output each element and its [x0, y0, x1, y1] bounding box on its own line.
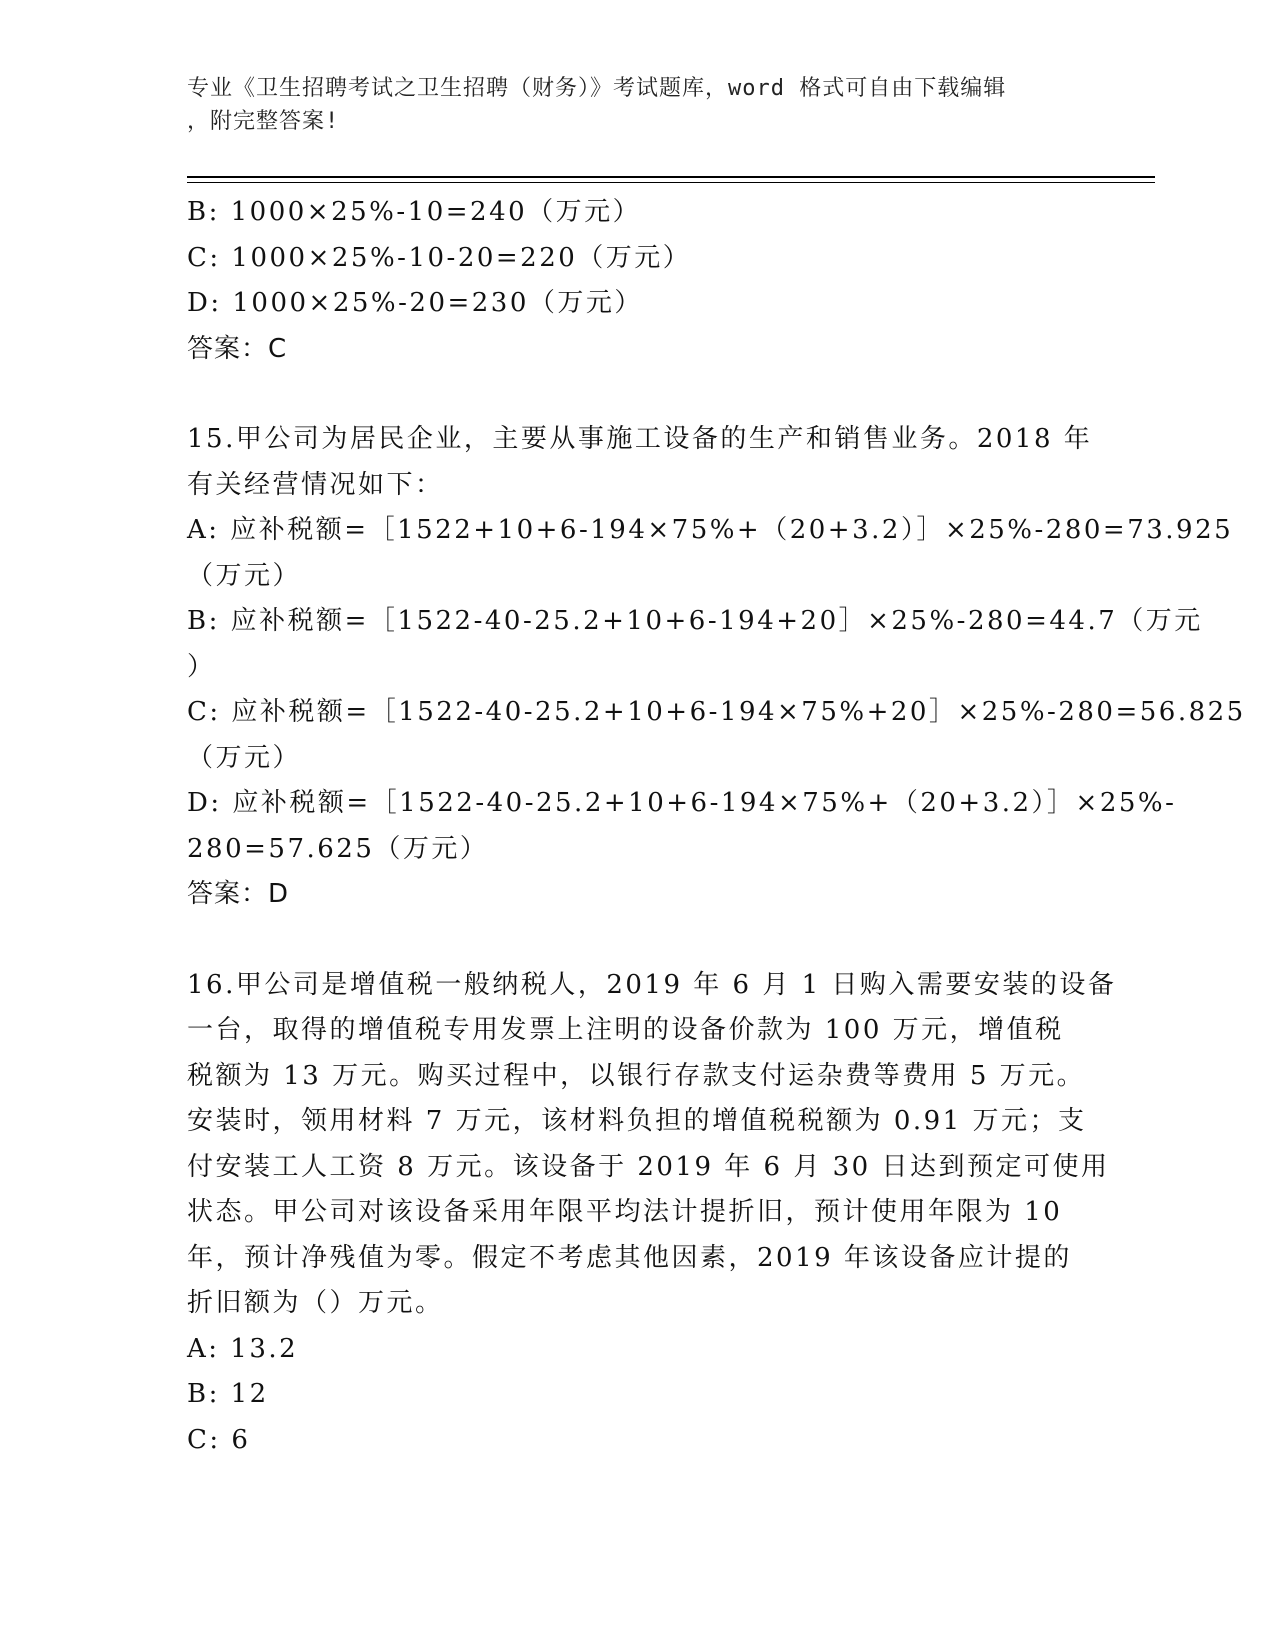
q15-stem-line-2: 有关经营情况如下：	[187, 469, 444, 500]
question-14-tail	[187, 190, 1087, 372]
q16-option-a: A: 13.2	[187, 1333, 299, 1364]
q15-option-b-line-2: ）	[187, 651, 216, 682]
q16-option-c: C: 6	[187, 1424, 251, 1455]
q16-stem-line: 税额为 13 万元。购买过程中，以银行存款支付运杂费等费用 5 万元。	[187, 1060, 1086, 1091]
q16-stem-line: 状态。甲公司对该设备采用年限平均法计提折旧，预计使用年限为 10	[187, 1197, 1063, 1227]
header-rule-thin	[187, 182, 1155, 183]
q15-option-b-line-1: B: 应补税额=［1522-40-25.2+10+6-194+20］×25%-280=44.7（万元	[187, 606, 1203, 636]
q14-answer: 答案：C	[187, 333, 288, 364]
q16-stem-line: 一台，取得的增值税专用发票上注明的设备价款为 100 万元，增值税	[187, 1015, 1064, 1045]
q14-option-b: B: 1000×25%-10=240（万元）	[187, 197, 642, 227]
spacer	[187, 918, 1087, 963]
document-body	[187, 190, 1246, 1463]
question-16	[187, 963, 1117, 1464]
q16-option-b: B: 12	[187, 1379, 269, 1409]
q15-option-c-line-1: C: 应补税额=［1522-40-25.2+10+6-194×75%+20］×25%-280=56.825	[187, 697, 1246, 727]
spacer	[187, 372, 1087, 417]
question-15	[187, 417, 1246, 918]
header-title-line-1: 专业《卫生招聘考试之卫生招聘（财务）》考试题库，word 格式可自由下载编辑	[187, 76, 1007, 101]
q16-stem-line: 付安装工人工资 8 万元。该设备于 2019 年 6 月 30 日达到预定可使用	[187, 1151, 1110, 1182]
header-title-line-2: ，附完整答案!	[187, 109, 340, 134]
q15-option-c-line-2: （万元）	[187, 742, 302, 773]
q15-option-d-line-1: D: 应补税额=［1522-40-25.2+10+6-194×75%+（20+3.2）］×25%-	[187, 788, 1177, 818]
q16-stem-line: 16.甲公司是增值税一般纳税人，2019 年 6 月 1 日购入需要安装的设备	[187, 969, 1117, 1000]
q15-stem-line-1: 15.甲公司为居民企业，主要从事施工设备的生产和销售业务。2018 年	[187, 424, 1093, 454]
q15-option-a-line-1: A: 应补税额=［1522+10+6-194×75%+（20+3.2）］×25%-280=73.925	[187, 515, 1234, 545]
q15-option-d-line-2: 280=57.625（万元）	[187, 833, 489, 864]
q16-stem-line: 安装时，领用材料 7 万元，该材料负担的增值税税额为 0.91 万元；支	[187, 1106, 1087, 1136]
q15-answer: 答案：D	[187, 879, 290, 909]
q16-stem-line: 年，预计净残值为零。假定不考虑其他因素，2019 年该设备应计提的	[187, 1242, 1072, 1273]
document-header	[187, 72, 1067, 138]
q14-option-d: D: 1000×25%-20=230（万元）	[187, 288, 643, 318]
header-rule-thick	[187, 176, 1155, 178]
q15-option-a-line-2: （万元）	[187, 560, 302, 591]
q16-stem-line: 折旧额为（）万元。	[187, 1288, 444, 1318]
q14-option-c: C: 1000×25%-10-20=220（万元）	[187, 242, 692, 273]
